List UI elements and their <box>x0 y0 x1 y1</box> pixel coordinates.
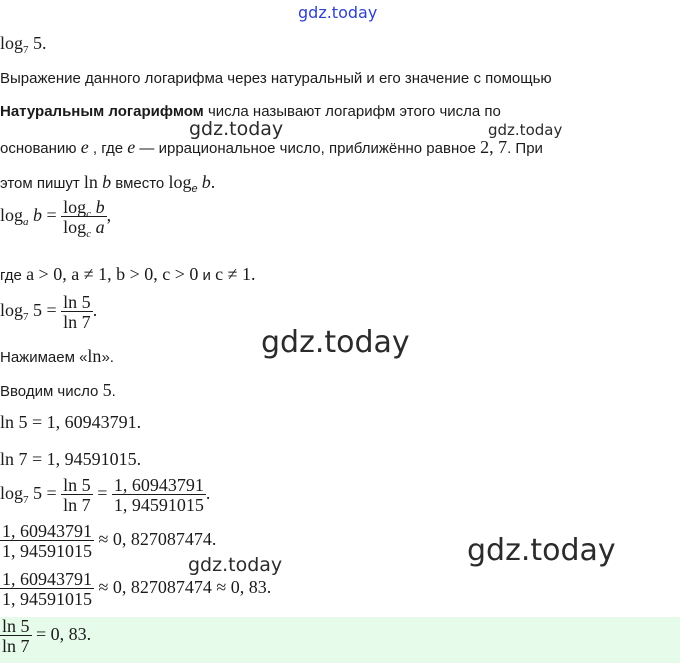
watermark: gdz.today <box>188 554 283 576</box>
press-ln-line: Нажимаем «ln». <box>0 346 114 366</box>
conditions-line: где a > 0, a ≠ 1, b > 0, c > 0 и c ≠ 1. <box>0 264 256 284</box>
change-of-base-formula: $\log_a b$ = $\frac{\log_c b}{\log_c a}$ , <box>0 197 112 240</box>
definition-line-3: этом пишут ln b вместо $\log_e b$. <box>0 172 216 195</box>
watermark: gdz.today <box>189 118 284 140</box>
step-3: $\frac{1, 60943791}{1, 94591015}$ ≈ 0, 827087474. <box>2 521 217 561</box>
watermark: gdz.today <box>261 325 410 360</box>
watermark: gdz.today <box>488 121 563 139</box>
step-4: $\frac{1, 60943791}{1, 94591015}$ ≈ 0, 827087474 ≈ 0, 83. <box>2 569 272 609</box>
definition-line-2: основанию e , где e — иррациональное число, приближённо равное 2, 7. При <box>0 137 543 157</box>
definition-line-1: Натуральным логарифмом числа называют логарифм этого числа по <box>0 103 501 120</box>
ln5-value: ln 5 = 1, 60943791. <box>0 412 142 432</box>
step-1: $\log_7 5$ = $\frac{\ln 5}{\ln 7}$ . <box>0 292 98 332</box>
task-expression: $\log_7 5$. <box>0 33 47 56</box>
final-answer: $\frac{\ln 5}{\ln 7}$ = 0, 83. <box>2 616 92 656</box>
answer-highlight <box>0 617 680 663</box>
watermark: gdz.today <box>298 3 378 22</box>
step-2: $\log_7 5$ = $\frac{\ln 5}{\ln 7}$ = $\frac{1, 60943791}{1, 94591015}$ . <box>0 475 211 515</box>
enter-number-line: Вводим число 5. <box>0 380 116 400</box>
formula-fraction: $\frac{\log_c b}{\log_c a}$ <box>63 197 105 240</box>
intro-text: Выражение данного логарифма через натуральный и его значение с помощью <box>0 70 552 87</box>
ln7-value: ln 7 = 1, 94591015. <box>0 449 142 469</box>
watermark: gdz.today <box>467 533 616 568</box>
